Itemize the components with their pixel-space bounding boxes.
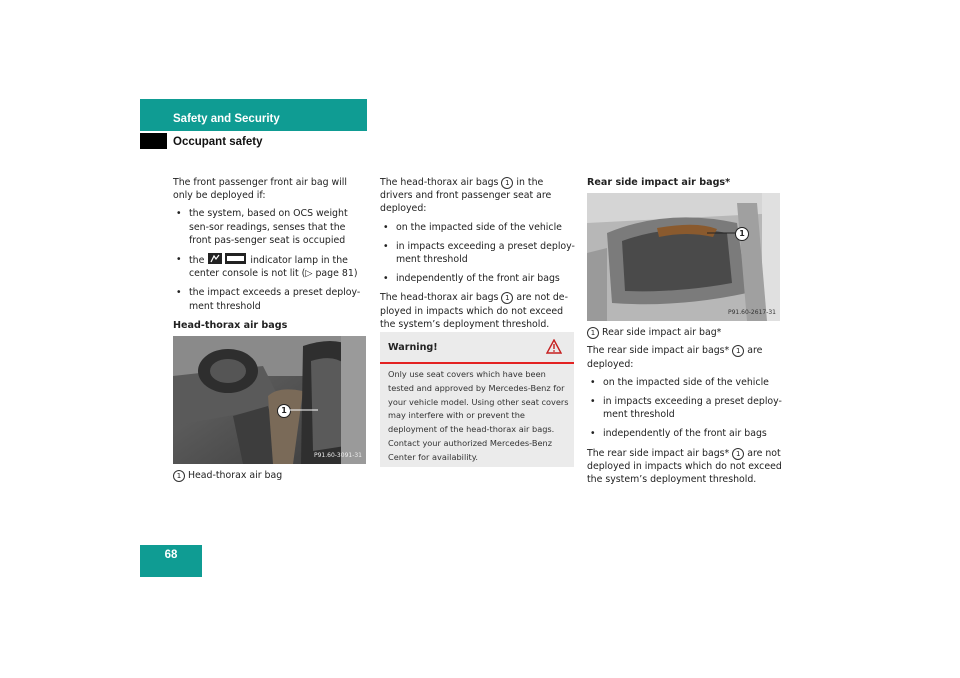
list-item: • the indicator lamp in the center console is not lit (▷ page 81) — [176, 254, 358, 280]
callout-ref: 1 — [501, 177, 513, 189]
heading-head-thorax: Head-thorax air bags — [173, 319, 288, 331]
intro-text: The front passenger front air bag will only be deployed if: — [173, 177, 347, 202]
head-thorax-airbag-photo — [173, 336, 366, 464]
rear-not-deployed-text: The rear side impact air bags* 1 are not deployed in impacts which do not exceed the system’s deployment threshold. — [587, 447, 782, 486]
list-item: • independently of the front air bags — [590, 428, 767, 440]
section-subtitle: Occupant safety — [173, 136, 263, 148]
list-item: • the impact exceeds a preset deploy-ment threshold — [176, 287, 361, 312]
rear-deploy-list — [587, 376, 785, 441]
callout-ref: 1 — [501, 292, 513, 304]
warning-divider — [380, 362, 574, 364]
callout-ref: 1 — [732, 345, 744, 357]
rear-side-airbag-photo — [587, 193, 780, 321]
list-item: • independently of the front air bags — [383, 273, 560, 285]
column-1 — [173, 176, 368, 487]
callout-ref: 1 — [587, 327, 599, 339]
list-item: • on the impacted side of the vehicle — [590, 376, 769, 388]
page-number: 68 — [164, 549, 178, 561]
passenger-airbag-off-icon — [207, 253, 247, 264]
callout-1: 1 — [277, 404, 291, 418]
photo-caption: 1 Rear side impact air bag* — [587, 326, 785, 339]
not-deployed-text: The head-thorax air bags 1 are not de-ployed in impacts which do not exceed the system’s deployment threshold. — [380, 292, 568, 330]
header-marker — [140, 133, 167, 149]
heading-rear-side: Rear side impact air bags* — [587, 177, 731, 188]
photo-code: P91.60-2617-31 — [727, 309, 776, 316]
photo-caption: 1 Head-thorax air bag — [173, 469, 368, 482]
deploy-list — [380, 221, 575, 286]
deploy-intro: The head-thorax air bags 1 in the drivers and front passenger seat are deployed: — [380, 177, 552, 215]
column-3 — [587, 176, 785, 491]
warning-text: Only use seat covers which have been tested and approved by Mercedes-Benz for your vehicle model. Using other seat covers may interfere with or prevent the deployment of the head-thorax air bags. Contact your authorized Mercedes-Benz Center for availability. — [388, 369, 569, 462]
list-item: • on the impacted side of the vehicle — [383, 221, 562, 233]
warning-box — [380, 332, 574, 467]
page-ref-arrow-icon: ▷ — [305, 268, 313, 280]
section-title: Safety and Security — [173, 113, 280, 125]
list-item: • the system, based on OCS weight sen-sor readings, senses that the front pas-senger seat is occupied — [176, 208, 348, 246]
callout-ref: 1 — [732, 448, 744, 460]
photo-code: P91.60-3091-31 — [313, 451, 362, 459]
list-item: • in impacts exceeding a preset deploy-ment threshold — [383, 240, 575, 266]
rear-deploy-intro: The rear side impact air bags* 1 are deployed: — [587, 345, 763, 370]
page-reference-link[interactable]: page 81 — [315, 268, 354, 280]
list-item: • in impacts exceeding a preset deploy-ment threshold — [590, 396, 782, 421]
callout-1: 1 — [735, 227, 749, 241]
warning-triangle-icon — [546, 339, 562, 354]
warning-title: Warning! — [388, 342, 438, 353]
column-2 — [380, 176, 575, 336]
deploy-conditions-list — [173, 207, 368, 312]
